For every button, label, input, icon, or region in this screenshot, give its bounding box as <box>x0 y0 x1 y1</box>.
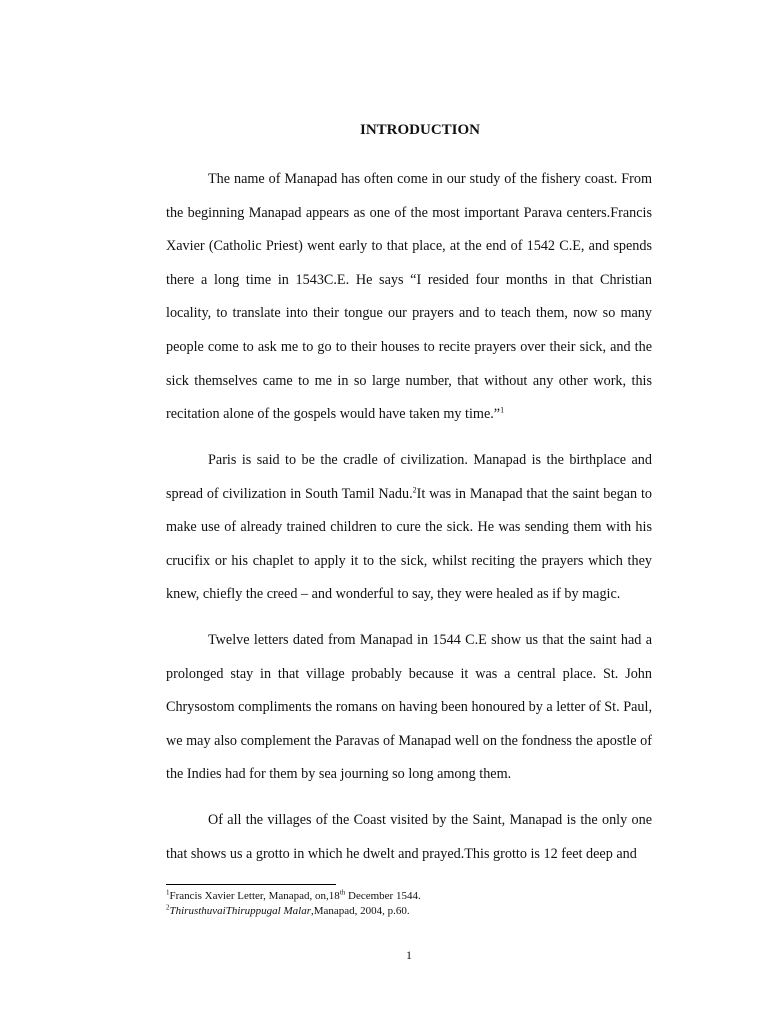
page-title: INTRODUCTION <box>359 122 480 138</box>
footnote-2-text: ,Manapad, 2004, p.60. <box>311 905 410 917</box>
paragraph-4-text: Of all the villages of the Coast visited by the Saint, Manapad is the only one that shows us a grotto in which he dwelt and prayed.This grotto is 12 feet deep and <box>166 812 652 862</box>
paragraph-1 <box>166 163 652 432</box>
paragraph-3 <box>166 624 652 792</box>
paragraph-2-text-b: It was in Manapad that the saint began to make use of already trained children to cure the sick. He was sending them with his crucifix or his chaplet to apply it to the sick, whilst reciting the prayers which they knew, chiefly the creed – and wonderful to say, they were healed as if by magic. <box>166 485 653 603</box>
footnote-1-superscript: th <box>339 888 346 897</box>
footnote-2-number: 2 <box>166 903 170 912</box>
footnote-1-text-a: Francis Xavier Letter, Manapad, on,18 <box>169 890 340 902</box>
paragraph-2 <box>166 444 652 612</box>
footnote-2-title: ThirusthuvaiThiruppugal Malar <box>169 905 311 917</box>
footnote-separator <box>166 884 336 885</box>
paragraph-3-text: Twelve letters dated from Manapad in 1544 C.E show us that the saint had a prolonged stay in that village probably because it was a central place. St. John Chrysostom compliments the romans on having been honoured by a letter of St. Paul, we may also complement the Paravas of Manapad well on the fondness the apostle of the Indies had for them by sea journing so long among them. <box>166 632 652 783</box>
paragraph-1-text: The name of Manapad has often come in our study of the fishery coast. From the beginning Manapad appears as one of the most important Parava centers.Francis Xavier (Catholic Priest) went early to that place, at the end of 1542 C.E, and spends there a long time in 1543C.E. He says “I resided four months in that Christian locality, to translate into their tongue our prayers and to teach them, now so many people come to ask me to go to their houses to recite prayers over their sick, and the sick themselves came to me in so large number, that without any other work, this recitation alone of the gospels would have taken my time.” <box>166 171 652 423</box>
footnote-1-text-b: December 1544. <box>345 890 421 902</box>
footnote-ref-1: 1 <box>500 405 505 415</box>
footnote-ref-2: 2 <box>412 484 417 494</box>
footnotes <box>166 889 652 919</box>
page-number: 1 <box>406 948 412 962</box>
paragraph-2-text-a: Paris is said to be the cradle of civilization. Manapad is the birthplace and spread of civilization in South Tamil Nadu. <box>166 452 652 502</box>
footnote-1 <box>166 889 652 904</box>
footnote-1-number: 1 <box>166 888 170 897</box>
paragraph-4 <box>166 804 652 871</box>
footnote-2 <box>166 904 652 919</box>
